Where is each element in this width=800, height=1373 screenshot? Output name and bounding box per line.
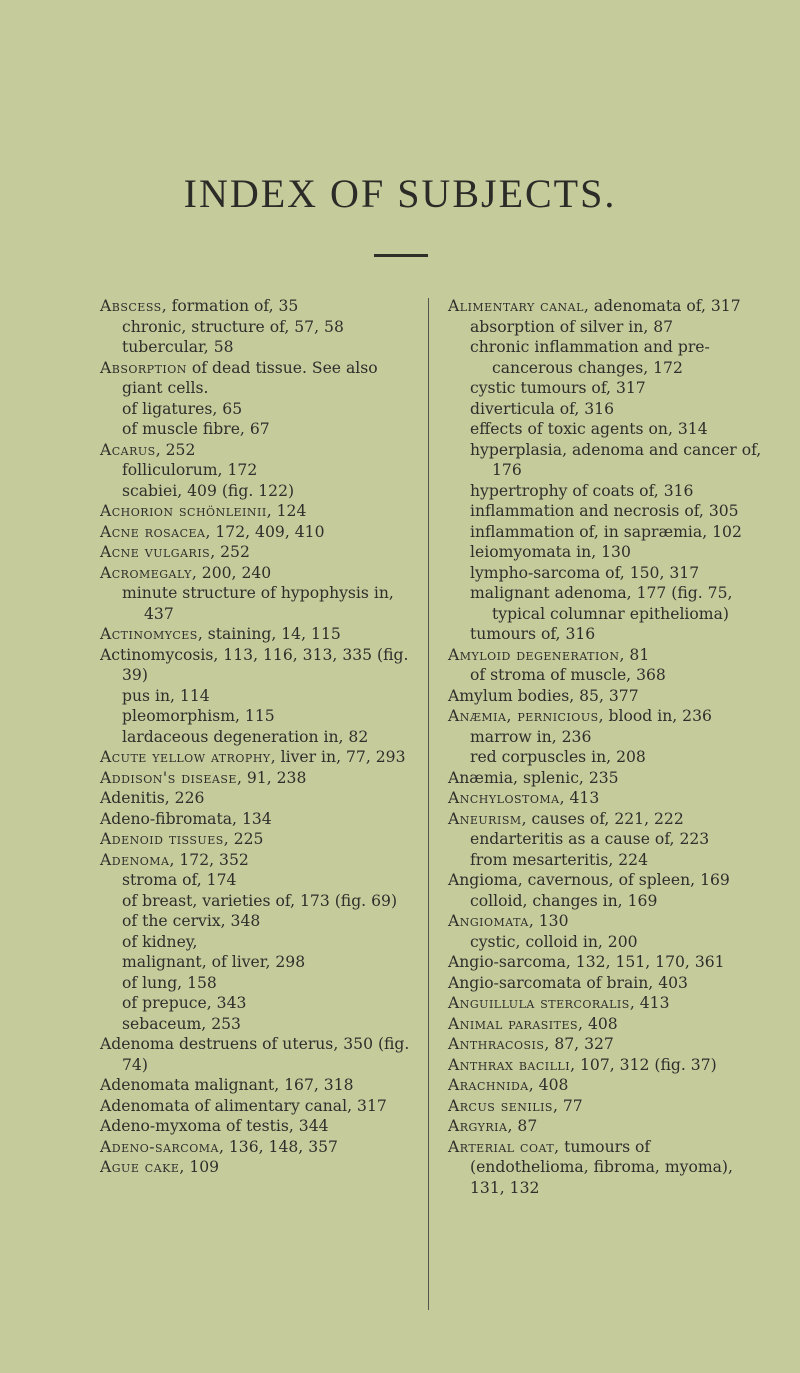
- index-entry-pages: , 172, 352: [169, 850, 249, 869]
- index-entry-pages: of brain, 403: [581, 973, 688, 992]
- index-entry: [448, 1137, 768, 1199]
- index-entry: [448, 788, 768, 809]
- index-subentry: minute structure of hypophysis in, 437: [122, 584, 394, 623]
- index-entry-pages: , 413: [629, 994, 670, 1012]
- index-subentry: hypertrophy of coats of, 316: [470, 481, 694, 500]
- index-subentry: inflammation of, in sapræmia, 102: [470, 522, 742, 541]
- index-subentry: leiomyomata in, 130: [470, 543, 631, 561]
- index-entry: [100, 624, 416, 645]
- index-entry: [448, 1055, 768, 1076]
- index-subentry: scabiei, 409 (fig. 122): [122, 481, 295, 500]
- index-subentry: effects of toxic agents on, 314: [470, 420, 708, 438]
- index-entry: [448, 1116, 768, 1137]
- index-entry-head: Adeno-fibromata: [100, 809, 233, 828]
- index-entry-pages: , 136, 148, 357: [218, 1137, 338, 1156]
- index-entry-pages: , 134: [232, 809, 272, 828]
- index-entry-head: Adeno-myxoma of testis: [100, 1117, 289, 1135]
- index-subentry: hyperplasia, adenoma and cancer of, 176: [470, 440, 762, 479]
- index-entry-pages: , 172, 409, 410: [205, 522, 325, 541]
- index-entry: [448, 706, 768, 727]
- index-entry-head: Argyria: [448, 1117, 508, 1135]
- index-entry: [448, 952, 768, 973]
- index-entry-head: Anæmia, pernicious: [448, 707, 599, 725]
- index-entry-pages: , staining, 14, 115: [197, 625, 341, 643]
- index-entry: [448, 973, 768, 994]
- column-divider: [428, 298, 429, 1310]
- index-subentry: of kidney,: [122, 932, 198, 951]
- index-entry-head: Achorion schönleinii: [100, 502, 267, 520]
- index-entry-head: Adenomata malignant: [100, 1076, 275, 1094]
- index-subentry: of muscle fibre, 67: [122, 420, 270, 438]
- index-entry-head: Acromegaly: [100, 563, 192, 582]
- index-subentry: from mesarteritis, 224: [470, 850, 648, 869]
- index-entry-head: Amyloid degeneration: [448, 645, 620, 664]
- index-entry-head: Acne rosacea: [100, 522, 206, 541]
- index-entry: [448, 1096, 768, 1117]
- index-subentry: diverticula of, 316: [470, 399, 615, 418]
- index-entry: [448, 911, 768, 932]
- index-entry-head: Angioma: [448, 871, 518, 889]
- index-entry: [100, 501, 416, 522]
- index-subentry: cystic tumours of, 317: [470, 379, 646, 397]
- index-entry-pages: , adenomata of, 317: [583, 297, 741, 315]
- index-entry-pages: , 226: [164, 789, 205, 807]
- index-entry-pages: , 85, 377: [569, 686, 639, 705]
- index-entry-pages: , 77: [552, 1096, 583, 1115]
- index-entry-head: Adenoma destruens: [100, 1035, 258, 1053]
- index-entry-head: Adenoma: [100, 850, 170, 869]
- index-entry-pages: , 252: [210, 543, 250, 561]
- index-subentry: pleomorphism, 115: [122, 707, 275, 725]
- index-subentry: tubercular, 58: [122, 338, 234, 356]
- index-entry: [100, 829, 416, 850]
- index-subentry: chronic, structure of, 57, 58: [122, 317, 344, 336]
- index-subentry: of the cervix, 348: [122, 912, 261, 930]
- index-entry: [100, 440, 416, 461]
- index-subentry: sebaceum, 253: [122, 1014, 241, 1033]
- index-entry: [100, 563, 416, 584]
- index-column-left: [100, 296, 416, 1178]
- index-entry-head: Adenitis: [100, 789, 165, 807]
- index-entry-pages: , 132, 151, 170, 361: [565, 953, 725, 971]
- index-entry: [100, 522, 416, 543]
- index-entry-head: Addison's disease: [100, 768, 237, 787]
- index-entry-head: Arterial coat: [448, 1137, 555, 1156]
- index-entry: [100, 850, 416, 871]
- index-subentry: red corpuscles in, 208: [470, 748, 646, 766]
- index-entry-head: Anguillula stercoralis: [448, 994, 630, 1012]
- index-entry: [448, 686, 768, 707]
- index-entry: [100, 1096, 416, 1117]
- index-entry: [448, 1075, 768, 1096]
- index-entry: [448, 296, 768, 317]
- index-entry: [448, 809, 768, 830]
- index-entry-head: Adenomata of alimentary canal: [100, 1096, 348, 1115]
- index-subentry: of ligatures, 65: [122, 399, 243, 418]
- index-subentry: malignant, of liver, 298: [122, 953, 306, 971]
- index-entry: [448, 1014, 768, 1035]
- index-subentry: cystic, colloid in, 200: [470, 932, 638, 951]
- index-subentry: marrow in, 236: [470, 727, 592, 746]
- index-entry: [448, 1034, 768, 1055]
- index-subentry: of lung, 158: [122, 973, 217, 992]
- index-entry-head: Anchylostoma: [448, 789, 560, 807]
- index-subentry: lardaceous degeneration in, 82: [122, 727, 369, 746]
- index-entry-pages: , causes of, 221, 222: [521, 809, 684, 828]
- index-subentry: of breast, varieties of, 173 (fig. 69): [122, 891, 398, 910]
- index-entry-head: Arachnida: [448, 1076, 529, 1094]
- index-entry: [100, 1137, 416, 1158]
- index-entry: [100, 1116, 416, 1137]
- index-entry-head: Actinomyces: [100, 625, 198, 643]
- index-subentry: inflammation and necrosis of, 305: [470, 502, 739, 520]
- index-entry-pages: , 81: [619, 645, 650, 664]
- index-subentry: of stroma of muscle, 368: [470, 666, 666, 684]
- index-entry: [448, 645, 768, 666]
- index-entry: [100, 1157, 416, 1178]
- index-entry: [100, 542, 416, 563]
- index-entry-head: Arcus senilis: [448, 1096, 553, 1115]
- index-entry-pages: , 124: [266, 502, 307, 520]
- index-entry-pages: , 252: [155, 440, 196, 459]
- index-subentry: pus in, 114: [122, 686, 210, 705]
- index-entry-head: Animal parasites: [448, 1014, 579, 1033]
- index-entry: [100, 645, 416, 686]
- index-entry-head: Acarus: [100, 440, 156, 459]
- index-entry-pages: of dead tissue. See also giant cells.: [122, 358, 378, 397]
- index-entry-pages: , 109: [179, 1158, 220, 1176]
- index-entry: [100, 1075, 416, 1096]
- index-entry-pages: , 87, 327: [544, 1035, 614, 1053]
- index-entry: [100, 768, 416, 789]
- index-subentry: absorption of silver in, 87: [470, 317, 674, 336]
- index-entry-head: Anæmia: [448, 768, 514, 787]
- index-entry-pages: , 91, 238: [236, 768, 307, 787]
- index-entry-head: Adeno-sarcoma: [100, 1137, 219, 1156]
- index-entry-pages: , 130: [528, 912, 569, 930]
- index-subentry: folliculorum, 172: [122, 461, 258, 479]
- index-entry-pages: , 344: [288, 1117, 329, 1135]
- index-entry-pages: , tumours of (endothelioma, fibroma, myoma), 131, 132: [470, 1137, 733, 1197]
- index-entry: [100, 296, 416, 317]
- index-entry-head: Angio-sarcomata: [448, 973, 582, 992]
- index-entry: [448, 870, 768, 891]
- index-entry-pages: of uterus, 350 (fig. 74): [122, 1035, 410, 1074]
- index-subentry: stroma of, 174: [122, 871, 237, 889]
- index-entry-pages: , 200, 240: [191, 563, 272, 582]
- index-entry: [448, 768, 768, 789]
- index-subentry: endarteritis as a cause of, 223: [470, 830, 710, 848]
- index-entry-head: Aneurism: [448, 809, 522, 828]
- index-entry-pages: , 87: [507, 1117, 538, 1135]
- index-subentry: colloid, changes in, 169: [470, 891, 658, 910]
- index-entry-pages: , 225: [223, 830, 264, 848]
- index-column-right: [448, 296, 768, 1198]
- index-entry-head: Ague cake: [100, 1158, 180, 1176]
- index-entry-head: Amylum bodies: [448, 686, 570, 705]
- index-entry-pages: , 167, 318: [274, 1076, 354, 1094]
- index-subentry: lympho-sarcoma of, 150, 317: [470, 563, 700, 582]
- index-entry-pages: , 413: [559, 789, 600, 807]
- index-entry-pages: , blood in, 236: [598, 707, 712, 725]
- index-entry-head: Anthrax bacilli: [448, 1055, 571, 1074]
- index-entry-pages: , splenic, 235: [513, 768, 619, 787]
- index-subentry: malignant adenoma, 177 (fig. 75, typical columnar epithelioma): [470, 584, 733, 623]
- index-entry-head: Actinomycosis: [100, 645, 214, 664]
- index-entry-head: Adenoid tissues: [100, 830, 224, 848]
- index-entry-pages: , formation of, 35: [161, 297, 299, 315]
- index-entry-head: Acne vulgaris: [100, 543, 211, 561]
- index-entry: [100, 358, 416, 399]
- index-entry-pages: , 107, 312 (fig. 37): [570, 1055, 717, 1074]
- index-entry-pages: , 408: [578, 1014, 618, 1033]
- index-subentry: tumours of, 316: [470, 625, 596, 643]
- index-entry-pages: , 408: [528, 1076, 569, 1094]
- index-entry-head: Angio-sarcoma: [448, 953, 566, 971]
- index-subentry: chronic inflammation and pre-cancerous changes, 172: [470, 338, 710, 377]
- index-entry-head: Absorption: [100, 358, 187, 377]
- index-entry-head: Angiomata: [448, 912, 529, 930]
- index-entry-head: Anthracosis: [448, 1035, 545, 1053]
- index-entry: [100, 788, 416, 809]
- index-entry-pages: , cavernous, of spleen, 169: [517, 871, 730, 889]
- index-entry: [100, 1034, 416, 1075]
- index-entry: [100, 747, 416, 768]
- index-entry-head: Acute yellow atrophy: [100, 748, 271, 766]
- index-entry-pages: , 113, 116, 313, 335 (fig. 39): [122, 645, 409, 684]
- index-entry: [448, 993, 768, 1014]
- index-entry: [100, 809, 416, 830]
- index-entry-head: Abscess: [100, 297, 162, 315]
- index-entry-head: Alimentary canal: [448, 297, 584, 315]
- index-entry-pages: , 317: [347, 1096, 387, 1115]
- page-title: INDEX OF SUBJECTS.: [183, 171, 617, 216]
- title-rule: [374, 254, 428, 257]
- index-subentry: of prepuce, 343: [122, 994, 247, 1012]
- index-entry-pages: , liver in, 77, 293: [270, 748, 406, 766]
